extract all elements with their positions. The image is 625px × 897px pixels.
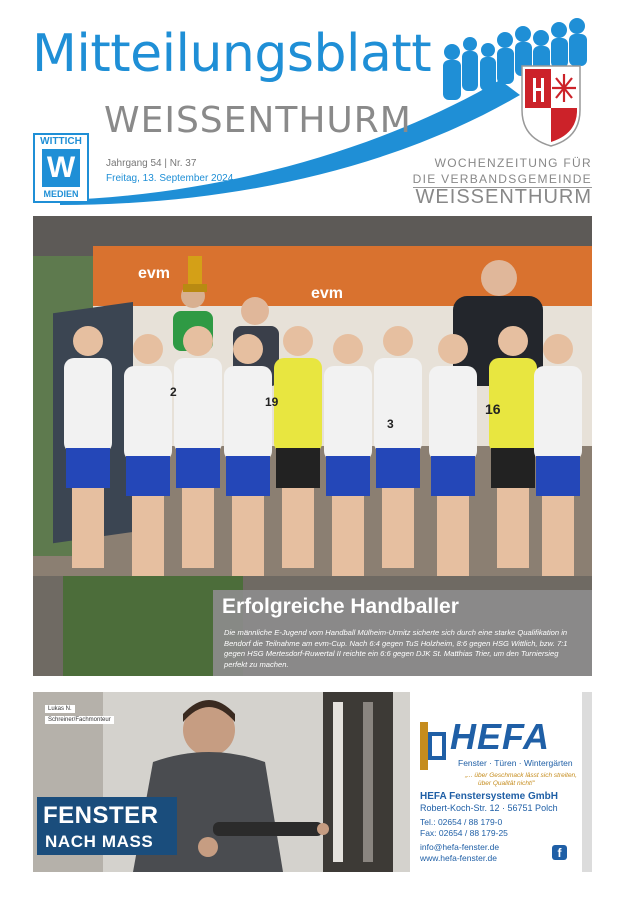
player-shorts bbox=[176, 448, 220, 488]
player-legs bbox=[542, 496, 574, 576]
player-head bbox=[183, 326, 213, 356]
tagline-line1: WOCHENZEITUNG FÜR bbox=[434, 156, 592, 170]
hefa-company: HEFA Fenstersysteme GmbH bbox=[420, 791, 559, 802]
photo-banner-text: evm bbox=[138, 265, 171, 282]
logo-bottom-text: MEDIEN bbox=[43, 189, 79, 199]
issue-number: Jahrgang 54 | Nr. 37 bbox=[106, 158, 197, 169]
player-head bbox=[233, 334, 263, 364]
player-jersey bbox=[174, 358, 222, 453]
player-head bbox=[73, 326, 103, 356]
hefa-slogan-line1: „... über Geschmack lässt sich streiten, bbox=[465, 772, 577, 779]
player-legs bbox=[497, 488, 529, 568]
fenster-banner-line1: FENSTER bbox=[43, 802, 159, 829]
player-legs bbox=[232, 496, 264, 576]
hefa-phone: Tel.: 02654 / 88 179-0 bbox=[420, 817, 503, 827]
player-jersey bbox=[534, 366, 582, 461]
player-shorts bbox=[276, 448, 320, 488]
player-jersey bbox=[429, 366, 477, 461]
player-head bbox=[333, 334, 363, 364]
hefa-fax: Fax: 02654 / 88 179-25 bbox=[420, 828, 508, 838]
player-jersey bbox=[374, 358, 422, 453]
player-jersey bbox=[64, 358, 112, 453]
player-head bbox=[543, 334, 573, 364]
hefa-brand: HEFA bbox=[450, 716, 551, 757]
hefa-slogan-line2: über Qualität nicht!" bbox=[478, 780, 535, 787]
jersey-number: 3 bbox=[387, 417, 394, 431]
player-shorts bbox=[226, 456, 270, 496]
fenster-banner-line2: NACH MASS bbox=[45, 832, 154, 851]
player-legs bbox=[72, 488, 104, 568]
player-legs bbox=[132, 496, 164, 576]
player-jersey bbox=[224, 366, 272, 461]
coat-of-arms-icon bbox=[522, 66, 580, 146]
player-jersey bbox=[124, 366, 172, 461]
player-shorts bbox=[536, 456, 580, 496]
masthead-subtitle: WEISSENTHURM bbox=[104, 100, 412, 141]
player-legs bbox=[282, 488, 314, 568]
issue-date: Freitag, 13. September 2024 bbox=[106, 173, 234, 184]
player-jersey bbox=[324, 366, 372, 461]
player-shorts bbox=[431, 456, 475, 496]
person-role-tag: Schreiner/Fachmonteur bbox=[45, 716, 114, 724]
hefa-logo-icon bbox=[420, 710, 450, 780]
tagline-line2: DIE VERBANDSGEMEINDE bbox=[412, 172, 592, 186]
player-head bbox=[438, 334, 468, 364]
player-legs bbox=[182, 488, 214, 568]
hefa-email-link[interactable]: info@hefa-fenster.de bbox=[420, 842, 500, 852]
player-head bbox=[133, 334, 163, 364]
jersey-number: 2 bbox=[170, 385, 177, 399]
logo-top-text: WITTICH bbox=[40, 136, 82, 147]
player-head bbox=[498, 326, 528, 356]
wittich-medien-logo bbox=[33, 133, 93, 203]
player-legs bbox=[332, 496, 364, 576]
hefa-website-link[interactable]: www.hefa-fenster.de bbox=[420, 853, 498, 863]
player-legs bbox=[437, 496, 469, 576]
player-shorts bbox=[376, 448, 420, 488]
player-shorts bbox=[491, 448, 535, 488]
hefa-tagline: Fenster · Türen · Wintergärten bbox=[458, 758, 573, 768]
player-shorts bbox=[126, 456, 170, 496]
jersey-number: 16 bbox=[485, 401, 501, 417]
player-legs bbox=[382, 488, 414, 568]
tagline-line3: WEISSENTHURM bbox=[415, 186, 592, 208]
player-head bbox=[283, 326, 313, 356]
hefa-address: Robert-Koch-Str. 12 · 56751 Polch bbox=[420, 803, 558, 813]
player-jersey bbox=[274, 358, 322, 453]
person-name-tag: Lukas N. bbox=[45, 705, 75, 713]
player-head bbox=[383, 326, 413, 356]
logo-mark: W bbox=[42, 149, 80, 187]
feature-text: Die männliche E-Jugend vom Handball Mülheim-Urmitz sicherte sich durch eine starke Qualifikation in Bendorf die Teilnahme am evm-Cup. Nach 6:4 gegen TuS Holzheim, 8:6 gegen HSG Wittlich, bzw. 7:1 gegen HSG Mertesdorf-Ruwertal II reichte ein 6:6 gegen DJK St. Matthias Trier, um den Turniersieg perfekt zu machen. bbox=[224, 628, 568, 669]
jersey-number: 19 bbox=[265, 395, 279, 409]
facebook-icon[interactable]: f bbox=[552, 845, 567, 860]
feature-headline: Erfolgreiche Handballer bbox=[222, 595, 459, 618]
svg-text:evm: evm bbox=[311, 285, 344, 302]
player-shorts bbox=[326, 456, 370, 496]
player-shorts bbox=[66, 448, 110, 488]
masthead-title: Mitteilungsblatt bbox=[32, 24, 432, 84]
